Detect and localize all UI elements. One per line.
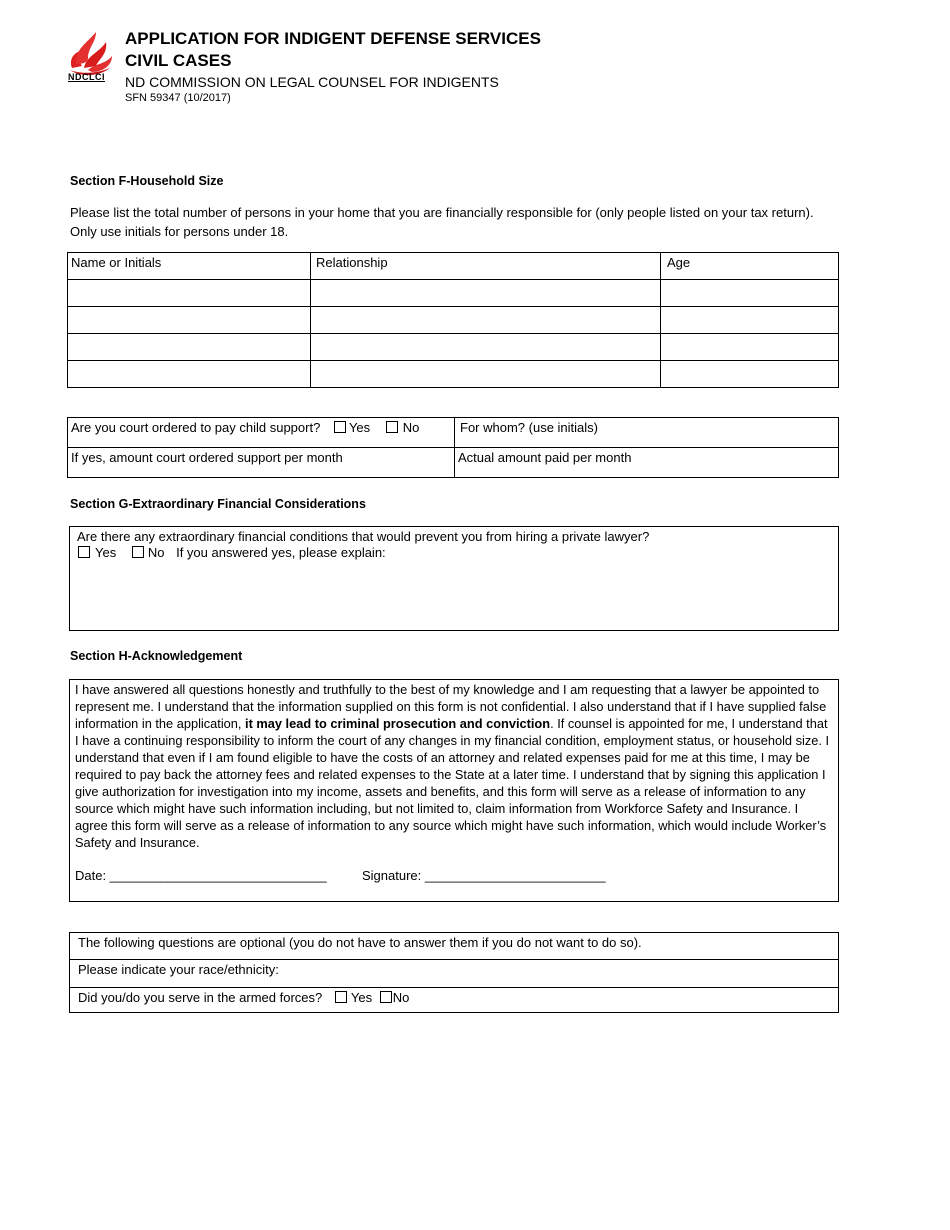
section-g-heading: Section G-Extraordinary Financial Considerations [70,497,366,511]
age-cell[interactable] [661,361,839,388]
table-row [68,361,839,388]
section-g-yes-label: Yes [95,545,117,560]
acknowledgement-text-part1: I have answered all questions honestly and truthfully to the best of my knowledge and I am requesting that a lawyer be appointed to represent me. I understand that the information supplied on this form is not confidential. I also understand that if I have supplied false information in the application, [75,682,827,731]
section-f-heading: Section F-Household Size [70,174,224,188]
age-cell[interactable] [661,280,839,307]
signature-row [75,868,833,886]
logo-text: NDCLCI [68,72,105,82]
armed-forces-no-checkbox[interactable] [380,991,392,1003]
age-cell[interactable] [661,334,839,361]
optional-intro: The following questions are optional (you do not have to answer them if you do not want to do so). [70,933,839,960]
section-g-question: Are there any extraordinary financial conditions that would prevent you from hiring a private lawyer? [77,529,650,544]
child-support-no-checkbox[interactable] [386,421,398,433]
armed-forces-yes-label: Yes [350,990,373,1005]
relationship-cell[interactable] [311,334,661,361]
acknowledgement-text-part2: . If counsel is appointed for me, I understand that I have a continuing responsibility to inform the court of any changes in my financial condition, employment status, or household size. I understand that even if I am found eligible to have the costs of an attorney and related expenses paid for me at this time, I may be required to pay back the attorney fees and related expenses to the State at a later time. I understand that by signing this application I give authorization for investigation into my income, assets and benefits, and this form will serve as a release of information to any source which might have such information including, but not limited to, claim information from Workforce Safety and Insurance. I agree this form will serve as a release of information to any source which might have such information, which would include Worker’s Safety and Insurance. [75,716,830,850]
instructions-line-2: Only use initials for persons under 18. [70,224,289,239]
household-table [67,252,839,388]
name-cell[interactable] [68,307,311,334]
form-title: APPLICATION FOR INDIGENT DEFENSE SERVICES [125,29,541,48]
acknowledgement-warning: it may lead to criminal prosecution and conviction [245,716,551,731]
table-header-row [68,253,839,280]
armed-forces-row [70,988,839,1013]
section-g-no-label: No [147,545,165,560]
section-g-explain-label: If you answered yes, please explain: [176,545,386,560]
child-support-no-label: No [402,420,420,435]
column-header-relationship: Relationship [311,253,661,280]
child-support-yes-checkbox[interactable] [334,421,346,433]
relationship-cell[interactable] [311,361,661,388]
table-row [68,307,839,334]
child-support-question: Are you court ordered to pay child support? [71,420,321,435]
section-f-instructions [70,203,860,241]
section-g-no-checkbox[interactable] [132,546,144,558]
name-cell[interactable] [68,361,311,388]
relationship-cell[interactable] [311,307,661,334]
instructions-line-1: Please list the total number of persons in your home that you are financially responsible for (only people listed on your tax return). [70,205,814,220]
child-support-yes-label: Yes [348,420,371,435]
commission-name: ND COMMISSION ON LEGAL COUNSEL FOR INDIGENTS [125,74,499,90]
column-header-age: Age [661,253,839,280]
optional-questions-table [69,932,839,1013]
for-whom-field[interactable]: For whom? (use initials) [455,418,839,448]
relationship-cell[interactable] [311,280,661,307]
actual-paid-field[interactable]: Actual amount paid per month [455,448,839,478]
child-support-table [67,417,839,478]
name-cell[interactable] [68,334,311,361]
date-field[interactable]: Date: ______________________________ [75,868,327,883]
form-subtitle-civil: CIVIL CASES [125,51,232,70]
table-row [68,280,839,307]
armed-forces-yes-checkbox[interactable] [335,991,347,1003]
table-row [68,334,839,361]
section-g-answer-row [77,545,831,560]
section-g-box[interactable] [69,526,839,631]
armed-forces-question: Did you/do you serve in the armed forces? [78,990,323,1005]
acknowledgement-text [75,681,833,851]
amount-ordered-field[interactable]: If yes, amount court ordered support per month [68,448,455,478]
column-header-name: Name or Initials [68,253,311,280]
age-cell[interactable] [661,307,839,334]
form-number: SFN 59347 (10/2017) [125,92,231,104]
section-g-yes-checkbox[interactable] [78,546,90,558]
section-h-box [69,679,839,902]
signature-field[interactable]: Signature: _________________________ [362,868,606,883]
child-support-question-cell [68,418,455,448]
section-h-heading: Section H-Acknowledgement [70,649,243,663]
name-cell[interactable] [68,280,311,307]
race-ethnicity-field[interactable]: Please indicate your race/ethnicity: [70,960,839,988]
armed-forces-no-label: No [392,990,410,1005]
